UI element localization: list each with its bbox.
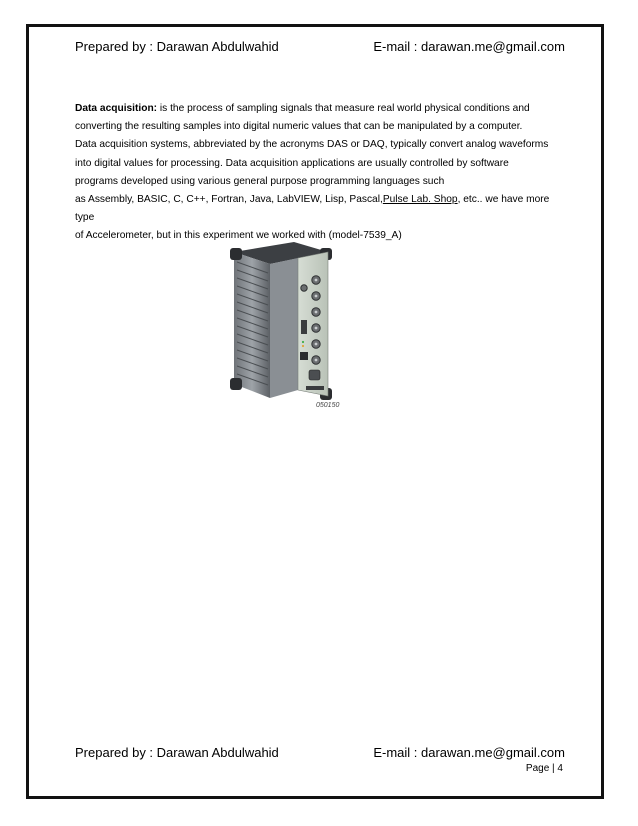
header-email: E-mail : darawan.me@gmail.com	[373, 39, 565, 54]
term-data-acquisition: Data acquisition:	[75, 103, 158, 114]
footer-email: E-mail : darawan.me@gmail.com	[373, 745, 565, 760]
line-1: is the process of sampling signals that measure real world physical conditions and	[157, 103, 530, 114]
footer-author: Prepared by : Darawan Abdulwahid	[75, 745, 279, 760]
header-author: Prepared by : Darawan Abdulwahid	[75, 39, 279, 54]
daq-module-image	[220, 238, 350, 416]
pulse-lab-shop-link[interactable]: Pulse Lab. Shop	[382, 194, 458, 206]
page-number: Page | 4	[525, 763, 563, 774]
page-footer	[75, 745, 565, 760]
page-header	[75, 39, 565, 54]
line-6a: as Assembly, BASIC, C, C++, Fortran, Java, LabVIEW, Lisp, Pascal,	[75, 194, 383, 206]
line-7: of Accelerometer, but in this experiment we worked with (model-7539_A)	[75, 230, 402, 242]
figure-caption: 050150	[316, 402, 340, 409]
line-2: converting the resulting samples into digital numeric values that can be manipulated by a computer.	[75, 121, 523, 133]
paragraph	[75, 100, 567, 246]
line-5: programs developed using various general purpose programming languages such	[75, 175, 445, 187]
line-4: into digital values for processing. Data acquisition applications are usually controlled by software	[75, 157, 509, 169]
body-text	[75, 100, 567, 246]
line-6b: , etc.. we have more type	[75, 194, 550, 224]
line-3: Data acquisition systems, abbreviated by the acronyms DAS or DAQ, typically convert analog waveforms	[75, 139, 549, 151]
